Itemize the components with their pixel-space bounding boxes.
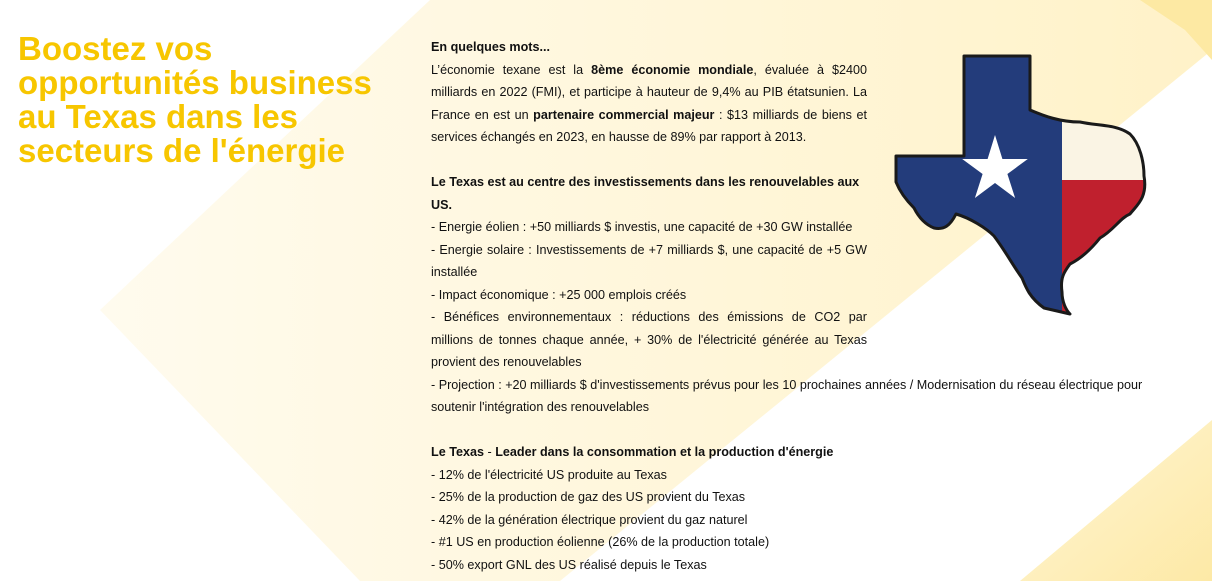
- renewables-heading: [431, 171, 867, 216]
- intro-heading-text: En quelques mots...: [431, 40, 550, 54]
- spacer: [431, 419, 867, 442]
- texas-flag-map-icon: [894, 52, 1162, 320]
- renewables-item: - Energie solaire : Investissements de +7 milliards $, une capacité de +5 GW installée: [431, 242, 867, 279]
- leader-item: - 42% de la génération électrique provient du gaz naturel: [431, 512, 748, 527]
- leader-heading: [431, 441, 867, 464]
- page-title: Boostez vos opportunités business au Texas dans les secteurs de l'énergie: [18, 30, 372, 169]
- leader-item: - #1 US en production éolienne (26% de la production totale): [431, 535, 770, 549]
- leader-heading-b: -: [483, 445, 496, 459]
- intro-heading: [431, 36, 867, 59]
- renewables-item: - Projection : +20 milliards $ d'investissements prévus pour les 10 prochaines années / Modernisation du réseau électrique pour soutenir l'intégration des renouvelables: [431, 377, 1143, 414]
- renewables-item: - Impact économique : +25 000 emplois créés: [431, 287, 687, 302]
- intro-paragraph: [431, 59, 867, 149]
- intro-text-3: , évaluée à $2400 milliards en 2022 (FMI), et participe à hauteur de 9,4% au PIB étatsunien. La France en est un: [431, 62, 868, 122]
- leader-heading-c: Leader dans la consommation et la production d'énergie: [495, 445, 834, 459]
- flag-red-stripe: [1062, 180, 1162, 320]
- leader-item: - 25% de la production de gaz des US provient du Texas: [431, 490, 746, 504]
- renewables-item: - Bénéfices environnementaux : réductions des émissions de CO2 par millions de tonnes chaque année, + 30% de l'électricité générée au Texas provient des renouvelables: [431, 310, 867, 369]
- leader-heading-a: Le Texas: [431, 445, 484, 459]
- intro-text-2: 8ème économie mondiale: [591, 62, 754, 77]
- renewables-heading-text: Le Texas est au centre des investissements dans les renouvelables aux US.: [431, 175, 860, 212]
- intro-text-5: : $13 milliards de biens et services échangés en 2023, en hausse de 89% par rapport à 2013.: [431, 107, 867, 144]
- intro-text-1: L’économie texane est la: [431, 62, 592, 77]
- renewables-item: - Energie éolien : +50 milliards $ investis, une capacité de +30 GW installée: [431, 220, 853, 234]
- leader-item: - 12% de l'électricité US produite au Texas: [431, 467, 667, 482]
- flag-white-stripe: [1062, 52, 1162, 180]
- flag-blue-field: [894, 52, 1062, 320]
- leader-item: - 50% export GNL des US réalisé depuis le Texas: [431, 557, 707, 572]
- content-column: [431, 36, 1143, 576]
- intro-text-4: partenaire commercial majeur: [533, 107, 715, 122]
- spacer: [431, 149, 867, 172]
